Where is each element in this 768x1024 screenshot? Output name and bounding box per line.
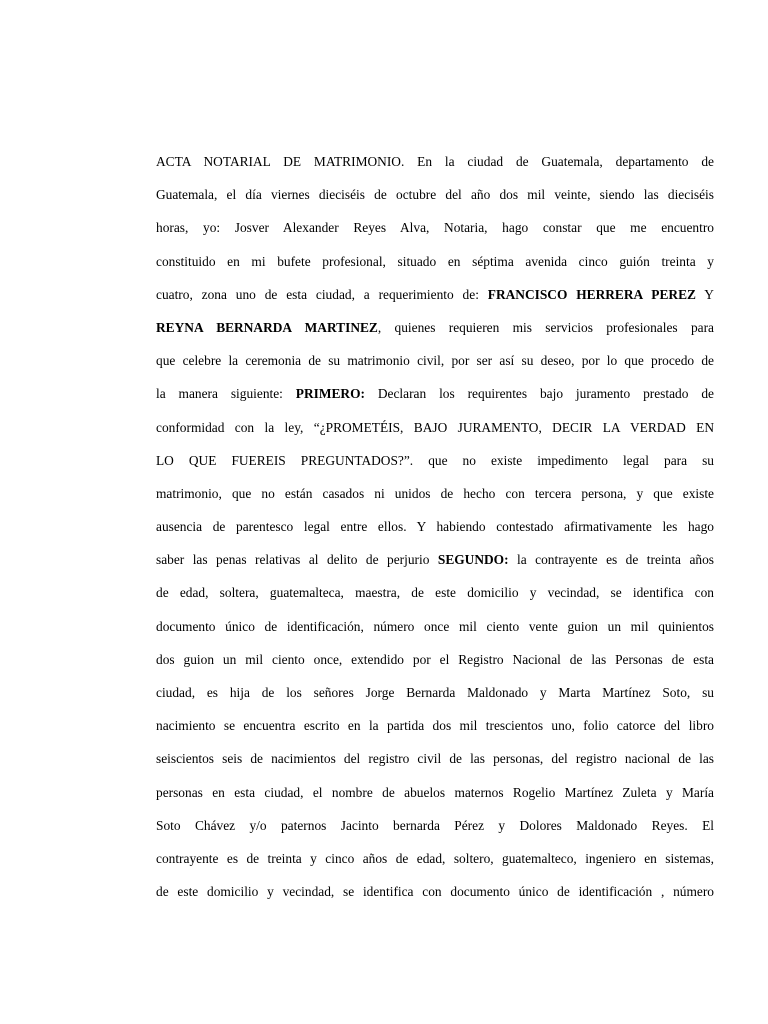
bold-text-run: REYNA BERNARDA MARTINEZ: [156, 319, 378, 335]
text-line: personas en esta ciudad, el nombre de abuelos maternos Rogelio Martínez Zuleta y María: [156, 784, 714, 800]
text-line: LO QUE FUEREIS PREGUNTADOS?”. que no existe impedimento legal para su: [156, 452, 714, 468]
bold-text-run: PRIMERO:: [295, 386, 365, 402]
text-line: conformidad con la ley, “¿PROMETÉIS, BAJO JURAMENTO, DECIR LA VERDAD EN: [156, 419, 714, 435]
text-line: ausencia de parentesco legal entre ellos. Y habiendo contestado afirmativamente les hago: [156, 519, 714, 535]
text-line: contrayente es de treinta y cinco años de edad, soltero, guatemalteco, ingeniero en sistemas,: [156, 850, 714, 866]
text-run: Y: [695, 286, 714, 302]
text-run: la manera siguiente:: [156, 386, 296, 402]
text-line: que celebre la ceremonia de su matrimonio civil, por ser así su deseo, por lo que procedo de: [156, 353, 714, 369]
text-line: seiscientos seis de nacimientos del registro civil de las personas, del registro nacional de las: [156, 751, 714, 767]
bold-text-run: SEGUNDO:: [437, 552, 509, 568]
document-body: [156, 145, 714, 908]
text-line: [156, 377, 714, 410]
text-run: , quienes requieren mis servicios profesionales para: [377, 319, 714, 335]
text-line: Guatemala, el día viernes dieciséis de octubre del año dos mil veinte, siendo las dieciséis: [156, 187, 714, 203]
text-line: [156, 278, 714, 311]
text-line: dos guion un mil ciento once, extendido por el Registro Nacional de las Personas de esta: [156, 651, 714, 667]
text-line: Soto Chávez y/o paternos Jacinto bernarda Pérez y Dolores Maldonado Reyes. El: [156, 817, 714, 833]
text-run: saber las penas relativas al delito de perjurio: [156, 552, 438, 568]
text-line: [156, 311, 714, 344]
text-line: nacimiento se encuentra escrito en la partida dos mil trescientos uno, folio catorce del libro: [156, 718, 714, 734]
text-line: ciudad, es hija de los señores Jorge Bernarda Maldonado y Marta Martínez Soto, su: [156, 685, 714, 700]
text-line: ACTA NOTARIAL DE MATRIMONIO. En la ciudad de Guatemala, departamento de: [156, 154, 714, 169]
text-line: matrimonio, que no están casados ni unidos de hecho con tercera persona, y que existe: [156, 485, 714, 501]
text-run: la contrayente es de treinta años: [508, 552, 714, 568]
bold-text-run: FRANCISCO HERRERA PEREZ: [487, 286, 696, 302]
text-run: cuatro, zona uno de esta ciudad, a requerimiento de:: [156, 286, 488, 302]
text-line: constituido en mi bufete profesional, situado en séptima avenida cinco guión treinta y: [156, 253, 714, 269]
text-line: documento único de identificación, número once mil ciento vente guion un mil quinientos: [156, 618, 714, 634]
text-line: de este domicilio y vecindad, se identifica con documento único de identificación , número: [156, 884, 714, 900]
text-line: horas, yo: Josver Alexander Reyes Alva, Notaria, hago constar que me encuentro: [156, 220, 714, 236]
text-line: [156, 543, 714, 576]
text-line: de edad, soltera, guatemalteca, maestra, de este domicilio y vecindad, se identifica con: [156, 585, 714, 601]
text-run: Declaran los requirentes bajo juramento prestado de: [364, 386, 714, 402]
